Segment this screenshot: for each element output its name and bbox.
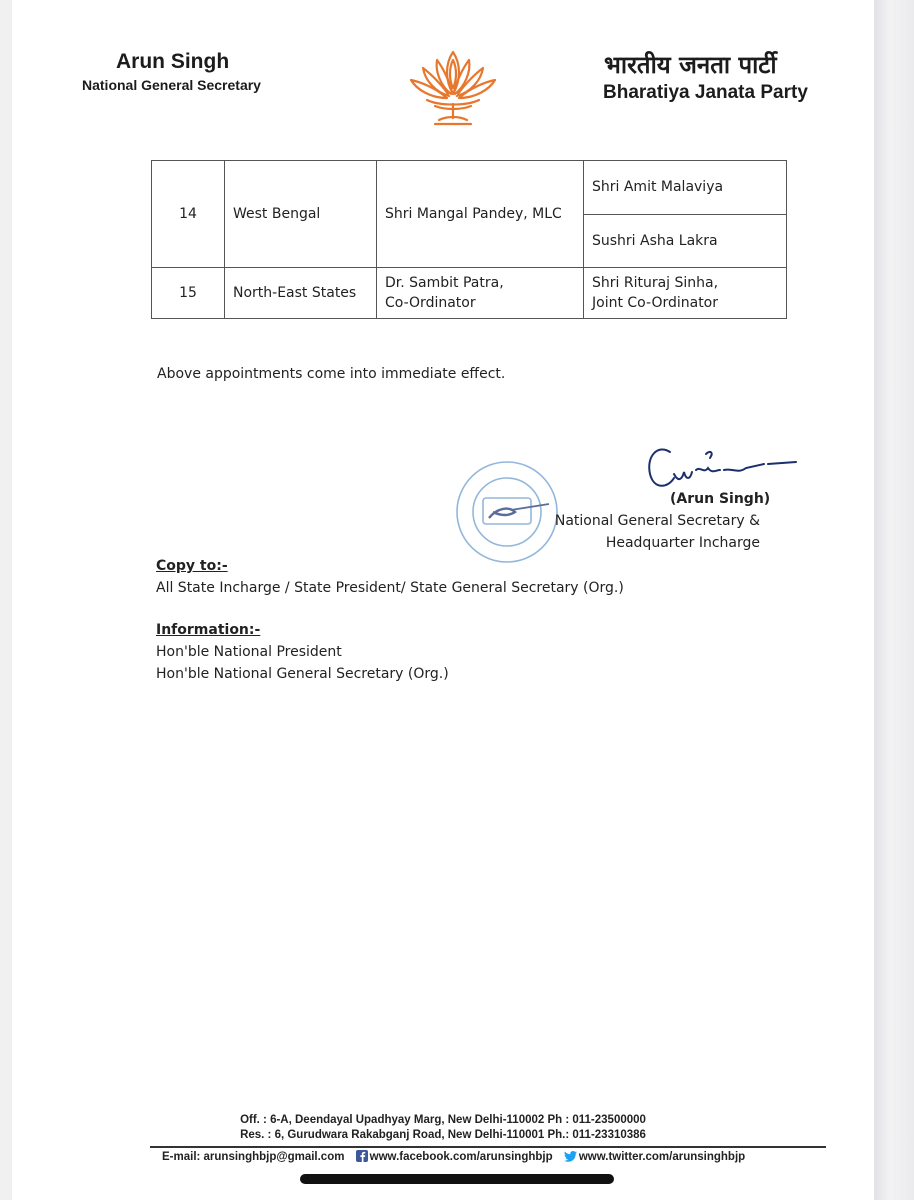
row-number: 15 <box>152 268 225 319</box>
sender-name: Arun Singh <box>116 50 230 73</box>
copy-to-heading: Copy to:- <box>156 558 228 574</box>
information-line: Hon'ble National President <box>156 644 342 660</box>
coobserver-cell: Sushri Asha Lakra <box>584 214 787 268</box>
coobserver-cell: Shri Amit Malaviya <box>584 161 787 215</box>
observer-role: Co-Ordinator <box>385 295 476 311</box>
letter-page <box>12 0 874 1200</box>
copy-to-text: All State Incharge / State President/ State General Secretary (Org.) <box>156 580 624 596</box>
sender-title: National General Secretary <box>82 77 261 93</box>
appointments-table <box>151 160 787 319</box>
observer-cell <box>377 268 584 319</box>
table-row <box>152 268 787 319</box>
signatory-name: (Arun Singh) <box>670 491 771 507</box>
row-number: 14 <box>152 161 225 268</box>
footer-contacts <box>162 1150 745 1163</box>
coobserver-role: Joint Co-Ordinator <box>592 295 719 311</box>
facebook-icon <box>356 1150 368 1162</box>
state-cell: North-East States <box>225 268 377 319</box>
signatory-title: National General Secretary & <box>554 513 760 529</box>
footer-office-address: Off. : 6-A, Deendayal Upadhyay Marg, New Delhi-110002 Ph : 011-23500000 <box>240 1114 646 1126</box>
footer-facebook-link[interactable]: www.facebook.com/arunsinghbjp <box>369 1151 553 1163</box>
coobserver-name: Shri Rituraj Sinha, <box>592 275 719 291</box>
information-heading: Information:- <box>156 622 261 638</box>
scroll-edge <box>874 0 914 1200</box>
twitter-icon <box>564 1151 577 1162</box>
signatory-subtitle: Headquarter Incharge <box>605 535 760 551</box>
party-name-hindi: भारतीय जनता पार्टी <box>604 51 777 79</box>
party-name-english: Bharatiya Janata Party <box>603 82 808 103</box>
information-line: Hon'ble National General Secretary (Org.) <box>156 666 449 682</box>
coobserver-cell <box>584 268 787 319</box>
observer-name: Dr. Sambit Patra, <box>385 275 504 291</box>
footer-twitter-link[interactable]: www.twitter.com/arunsinghbjp <box>578 1151 746 1163</box>
footer-residence-address: Res. : 6, Gurudwara Rakabganj Road, New Delhi-110001 Ph.: 011-23310386 <box>240 1129 646 1141</box>
state-cell: West Bengal <box>225 161 377 268</box>
home-indicator-bar[interactable] <box>300 1174 614 1184</box>
effect-note: Above appointments come into immediate effect. <box>157 366 506 382</box>
table-row <box>152 161 787 215</box>
footer-email[interactable]: E-mail: arunsinghbjp@gmail.com <box>162 1151 345 1163</box>
observer-cell: Shri Mangal Pandey, MLC <box>377 161 584 268</box>
lotus-logo-icon <box>405 46 501 126</box>
footer-divider <box>150 1146 826 1148</box>
